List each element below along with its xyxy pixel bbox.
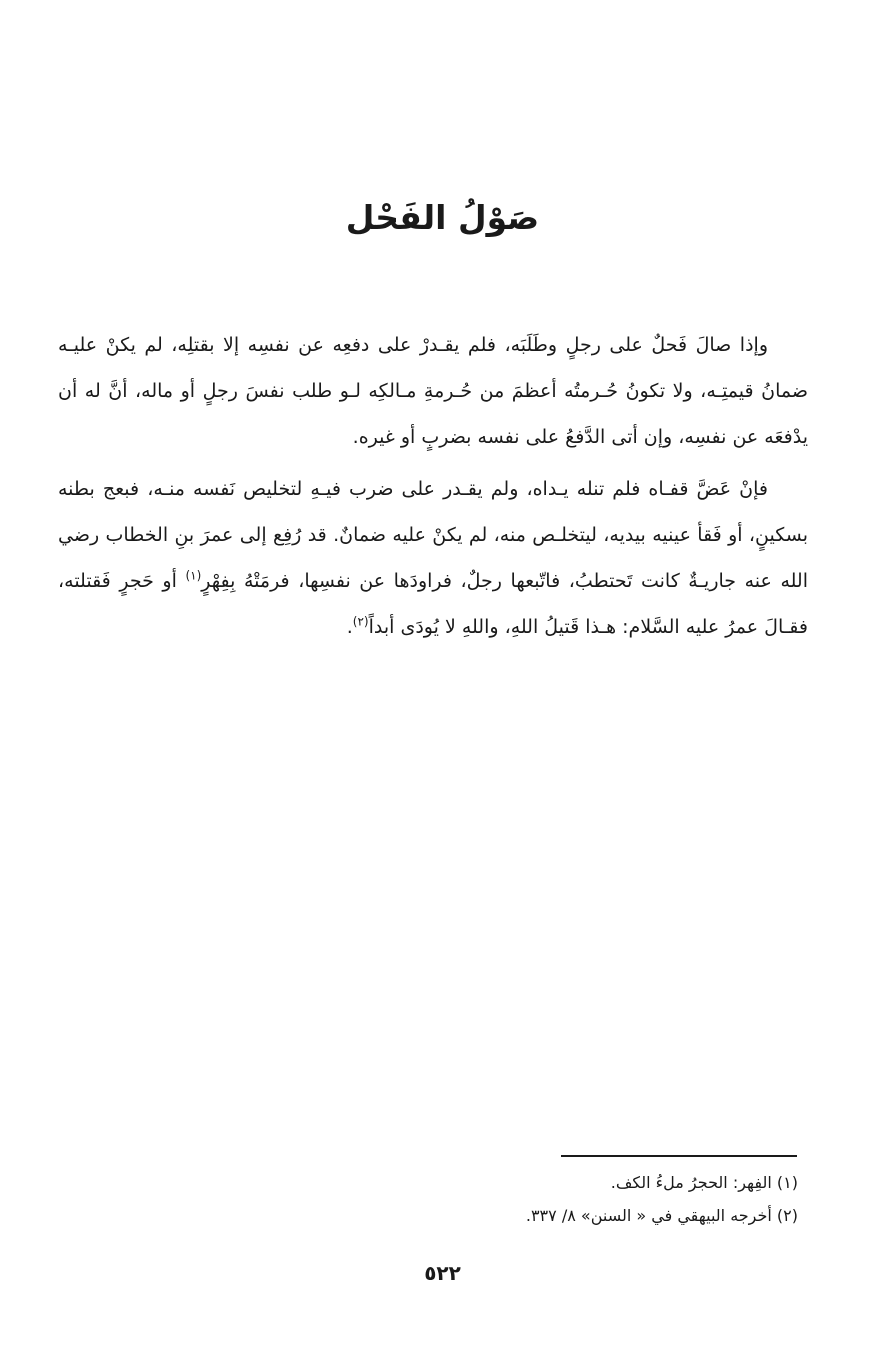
page-number: ٥٢٢: [424, 1261, 461, 1285]
footnote-ref-1: (١): [185, 568, 202, 583]
page-title: صَوْلُ الفَحْل: [345, 198, 540, 237]
footnote-2: (٢) أخرجه البيهقي في « السنن» ٨/ ٣٣٧.: [525, 1206, 798, 1225]
paragraph-2-text-part-3: .: [346, 616, 353, 638]
footnote-separator: [561, 1155, 797, 1157]
paragraph-2: [58, 466, 808, 650]
footnote-ref-2: (٢): [352, 614, 369, 629]
paragraph-1: وإذا صالَ فَحلٌ على رجلٍ وطَلَبَه، فلم يقـدرْ على دفعِه عن نفسِه إلا بقتلِه، لم يكنْ عليـه ضمانُ قيمتِـه، ولا تكونُ حُـرمتُه أعظمَ من حُـرمةِ مـالكِه لـو طلب نفسَ رجلٍ أو ماله، أنَّ له أن يدْفعَه عن نفسِه، وإن أتى الدَّفعُ على نفسه بضربٍ أو غيره.: [58, 334, 808, 448]
footnote-1: (١) الفِهر: الحجرُ ملءُ الكف.: [610, 1173, 798, 1192]
paragraph-2-text-part-2: أو حَجرٍ فَقتلته، فقـالَ عمرُ عليه السَّلام: هـذا قَتيلُ اللهِ، واللهِ لا يُودَى أبداً: [58, 570, 808, 638]
body-text: [58, 322, 808, 656]
paragraph-2-text-part-1: فإنْ عَضَّ قفـاه فلم تنله يـداه، ولم يقـدر على ضرب فيـهِ لتخليص نَفسه منـه، فبعج بطنه بسكينٍ، أو فَقأ عينيه بيديه، ليتخلـص منه، لم يكنْ عليه ضمانٌ. قد رُفِع إلى عمرَ بنِ الخطاب رضي الله عنه جاريـةٌ كانت تَحتطبُ، فاتّبعها رجلٌ، فراودَها عن نفسِها، فرمَتْهُ بِفِهْرٍ: [58, 478, 808, 592]
footnotes: [58, 1166, 798, 1232]
